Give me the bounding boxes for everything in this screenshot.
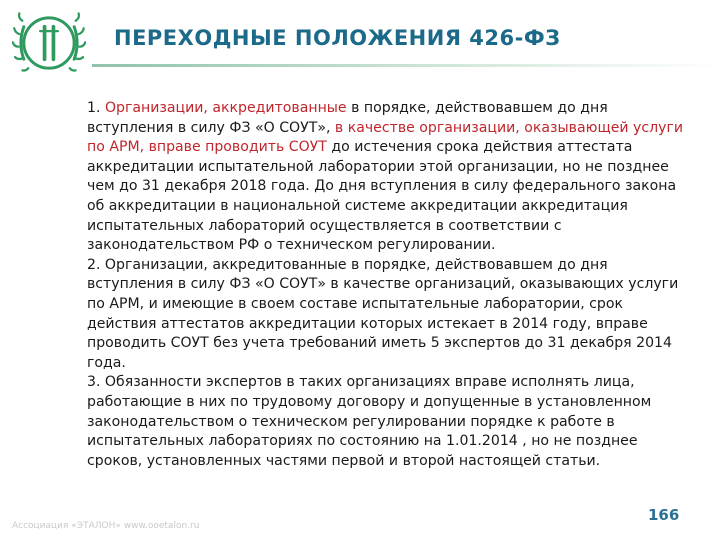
etalon-logo-icon [12,6,86,80]
highlighted-text: Организации, аккредитованные [104,100,347,116]
page-number: 166 [648,506,680,524]
paragraph-text: в порядке, действовавшем до дня вступления в силу ФЗ «О СОУТ», [87,100,608,136]
paragraph-text: 1. [87,100,105,116]
paragraph-2 [87,256,687,374]
body-text [87,99,687,471]
title-divider [92,64,720,67]
paragraph-1 [87,99,687,256]
paragraph-text: 2. Организации, аккредитованные в порядке, действовавшем до дня вступления в силу ФЗ «О СОУТ» в качестве организаций, оказывающих услуги по АРМ, и имеющие в своем составе испытательные лаборатории, срок действия аттестатов аккредитации которых истекает в 2014 году, вправе проводить СОУТ без учета требований иметь 5 экспертов до 31 декабря 2014 года. [87,256,679,371]
page-title: ПЕРЕХОДНЫЕ ПОЛОЖЕНИЯ 426-ФЗ [114,26,561,50]
paragraph-text: 3. Обязанности экспертов в таких организациях вправе исполнять лица, работающие в них по трудовому договору и допущенные в установленном законодательством о техническом регулировании порядке к работе в испытательных лабораториях по состоянию на 1.01.2014 , но не позднее сроков, установленных частями первой и второй настоящей статьи. [87,374,652,469]
footer-text: Ассоциация «ЭТАЛОН» www.ooetalon.ru [12,521,200,531]
paragraph-3 [87,373,687,471]
highlighted-text: в качестве организации, оказывающей услуги по АРМ, вправе проводить СОУТ [87,119,684,156]
paragraph-text: до истечения срока действия аттестата аккредитации испытательной лаборатории этой организации, но не позднее чем до 31 декабря 2018 года. До дня вступления в силу федерального закона об аккредитации в национальной системе аккредитации аккредитация испытательных лабораторий осуществляется в соответствии с законодательством РФ о техническом регулировании. [87,139,677,254]
